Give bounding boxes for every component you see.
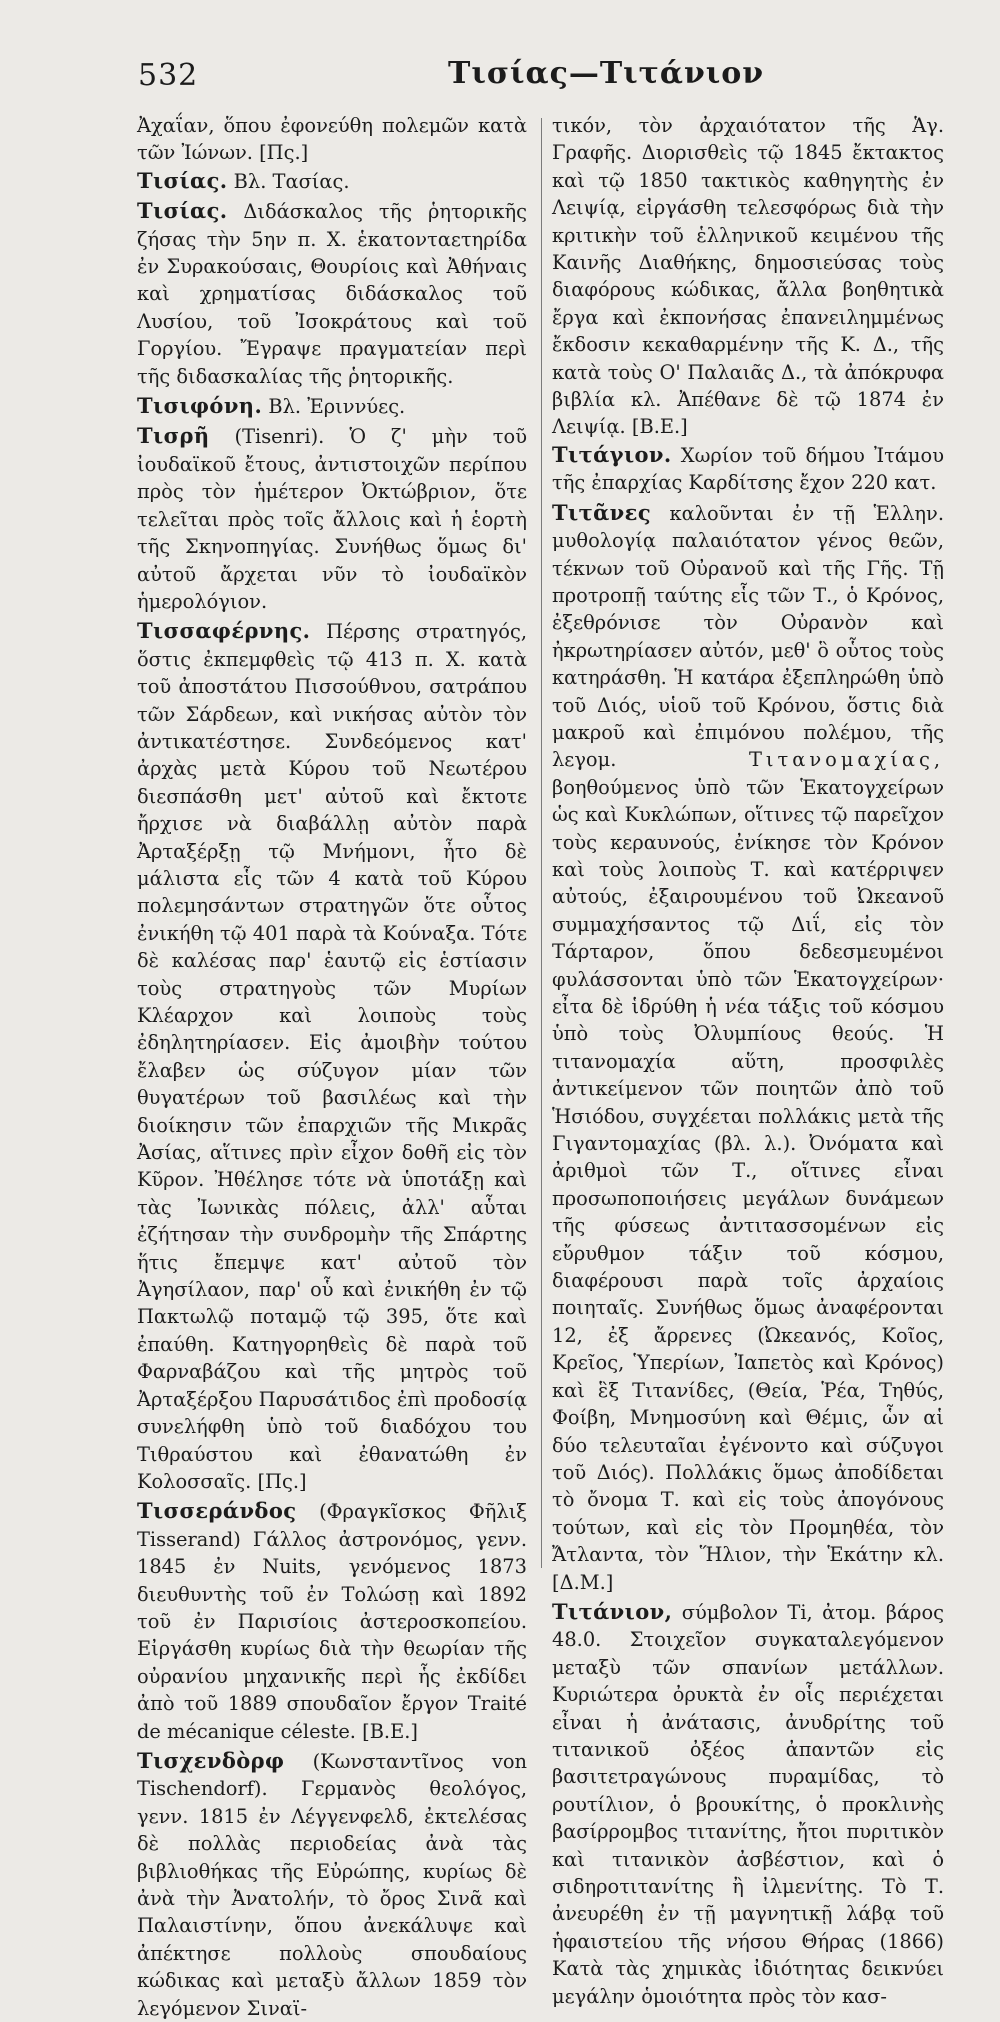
entry-tisiphone (137, 392, 527, 420)
continuation-text: τικόν, τὸν ἀρχαιότατον τῆς Ἁγ. Γραφῆς. Διορισθεὶς τῷ 1845 ἔκτακτος καὶ τῷ 1850 τακτικὸς καθηγητὴς ἐν Λειψίᾳ, εἰργάσθη τελεσφόρως διὰ τὴν κριτικὴν τοῦ ἑλληνικοῦ κειμένου τῆς Καινῆς Διαθήκης, δημοσιεύσας τοὺς διαφόρους κώδικας, ἄλλα βοηθητικὰ ἔργα καὶ ἐκπονήσας ἐπανειλημμένως ἔκδοσιν κεκαθαρμένην τῆς Κ. Δ., τῆς κατὰ τοὺς Ο' Παλαιᾶς Δ., τὰ ἀπόκρυφα βιβλία κλ. Ἀπέθανε δὲ τῷ 1874 ἐν Λειψίᾳ. [Β.Ε.] (552, 114, 944, 439)
column-divider (541, 118, 542, 1568)
right-column (552, 112, 944, 2010)
entry-text: Βλ. Ἐριννύες. (268, 395, 406, 419)
entry-tisri (137, 422, 527, 615)
entry-text: σύμβολον Ti, ἀτομ. βάρος 48.0. Στοιχεῖον συγκαταλεγόμενον μεταξὺ τῶν σπανίων μετάλλων. Κυριώτερα ὀρυκτὰ ἐν οἷς περιέχεται εἶναι ἡ ἀνάτασις, ἀνυδρίτης τοῦ τιτανικοῦ ὀξέος ἀπαντῶν εἰς βασιτετραγώνους πυραμίδας, τὸ ρουτίλιον, ὁ βρουκίτης, ὁ προκλινὴς βασίρρομβος τιτανίτης, ἤτοι πυριτικὸν καὶ τιτανικὸν ἀσβέστιον, καὶ ὁ σιδηροτιτανίτης ἢ ἰλμενίτης. Τὸ Τ. ἀνευρέθη ἐν τῇ μαγνητικῇ λάβᾳ τοῦ ἡφαιστείου τῆς νήσου Θήρας (1866) Κατὰ τὰς χημικὰς ἰδιότητας δεικνύει μεγάλην ὁμοιότητα πρὸς τὸν κασ- (552, 1600, 944, 2008)
left-column (137, 112, 527, 2022)
entry-text: Πέρσης στρατηγός, ὅστις ἐκπεμφθεὶς τῷ 413 π. Χ. κατὰ τοῦ ἀποστάτου Πισσούθνου, σατράπου τῶν Σάρδεων, καὶ νικήσας αὐτὸν τὸν ἀντικατέστησε. Συνδεόμενος κατ' ἀρχὰς μετὰ Κύρου τοῦ Νεωτέρου διεσπάσθη μετ' αὐτοῦ καὶ ἔκτοτε ἤρχισε νὰ διαβάλλῃ αὐτὸν παρὰ Ἀρταξέρξῃ τῷ Μνήμονι, ἦτο δὲ μάλιστα εἷς τῶν 4 κατὰ τοῦ Κύρου πολεμησάντων στρατηγῶν ὅτε οὗτος ἐνικήθη τῷ 401 παρὰ τὰ Κούναξα. Τότε δὲ καλέσας παρ' ἑαυτῷ εἰς ἑστίασιν τοὺς στρατηγοὺς τῶν Μυρίων Κλέαρχον καὶ λοιποὺς τοὺς ἐδηλητηρίασεν. Εἰς ἀμοιβὴν τούτου ἔλαβεν ὡς σύζυγον μίαν τῶν θυγατέρων τοῦ βασιλέως καὶ τὴν διοίκησιν τῶν ἐπαρχιῶν τῆς Μικρᾶς Ἀσίας, αἵτινες πρὶν εἶχον δοθῆ εἰς τὸν Κῦρον. Ἠθέλησε τότε νὰ ὑποτάξῃ καὶ τὰς Ἰωνικὰς πόλεις, ἀλλ' αὗται ἐζήτησαν τὴν συνδρομὴν τῆς Σπάρτης ἥτις ἔπεμψε κατ' αὐτοῦ τὸν Ἀγησίλαον, παρ' οὗ καὶ ἐνικήθη ἐν τῷ Πακτωλῷ ποταμῷ τῷ 395, ὅτε καὶ ἐπαύθη. Κατηγορηθεὶς δὲ παρὰ τοῦ Φαρναβάζου καὶ τῆς μητρὸς τοῦ Ἀρταξέρξου Παρυσάτιδος ἐπὶ προδοσίᾳ συνελήφθη ὑπὸ τοῦ διαδόχου του Τιθραύστου καὶ ἐθανατώθη ἐν Κολοσσαῖς. [Πς.] (137, 620, 527, 1493)
entry-lemma: Τισίας. (137, 198, 228, 224)
entry-text: (Φραγκῖσκος Φῆλιξ Tisserand) Γάλλος ἀστρονόμος, γενν. 1845 ἐν Nuits, γενόμενος 1873 διευθυντὴς τοῦ ἐν Τολώσῃ καὶ 1892 τοῦ ἐν Παρισίοις ἀστεροσκοπείου. Εἰργάσθη κυρίως διὰ τὴν θεωρίαν τῆς οὐρανίου μηχανικῆς περὶ ἧς ἐκδίδει ἀπὸ τοῦ 1889 σπουδαῖον ἔργον Traité de mécanique céleste. [Β.Ε.] (137, 1500, 527, 1743)
entry-text: Χωρίον τοῦ δήμου Ἰτάμου τῆς ἐπαρχίας Καρδίτσης ἔχον 220 κατ. (552, 443, 944, 495)
entry-tisserand (137, 1497, 527, 1745)
entry-text: (Tisenri). Ὁ ζ' μὴν τοῦ ἰουδαϊκοῦ ἔτους, ἀντιστοιχῶν περίπου πρὸς τὸν ἡμέτερον Ὀκτώβριον, ὅτε τελεῖται πρὸς τοῖς ἄλλοις καὶ ἡ ἑορτὴ τῆς Σκηνοπηγίας. Συνήθως ὅμως δι' αὐτοῦ ἄρχεται νῦν τὸ ἰουδαϊκὸν ἡμερολόγιον. (137, 425, 527, 613)
entry-titanium (552, 1598, 944, 2010)
entry-lemma: Τισσεράνδος (137, 1498, 297, 1524)
entry-text: Βλ. Τασίας. (233, 169, 350, 193)
entry-lemma: Τισίας. (137, 167, 228, 193)
entry-titans (552, 499, 944, 1596)
running-head: Τισίας—Τιτάνιον (448, 56, 765, 91)
entry-lemma: Τισχενδὸρφ (137, 1747, 285, 1773)
entry-tischendorf (137, 1747, 527, 2022)
entry-spaced-term: Τιτανομαχίας, (749, 748, 944, 772)
entry-lemma: Τισσαφέρνης. (137, 618, 311, 644)
entry-lemma: Τιτάνιον, (552, 1598, 673, 1624)
entry-text: καλοῦνται ἐν τῇ Ἑλλην. μυθολογίᾳ παλαιότατον γένος θεῶν, τέκνων τοῦ Οὐρανοῦ καὶ τῆς Γῆς. Τῇ προτροπῇ ταύτης εἷς τῶν Τ., ὁ Κρόνος, ἐξεθρόνισε τὸν Οὐρανὸν καὶ ἠκρωτηρίασεν αὐτόν, μεθ' ὃ οὗτος τοὺς κατηράσθη. Ἡ κατάρα ἐξεπληρώθη ὑπὸ τοῦ Διός, υἱοῦ τοῦ Κρόνου, ὅστις διὰ μακροῦ καὶ ἐπιμόνου πολέμου, τῆς λεγομ. (552, 501, 944, 772)
entry-tissaphernes (137, 617, 527, 1495)
entry-lemma: Τισρῆ (137, 423, 210, 449)
continuation-text: Ἀχαΐαν, ὅπου ἐφονεύθη πολεμῶν κατὰ τῶν Ἰώνων. [Πς.] (137, 114, 527, 165)
entry-lemma: Τιτάγιον. (552, 441, 672, 467)
entry-text: Διδάσκαλος τῆς ῥητορικῆς ζήσας τὴν 5ην π. Χ. ἑκατονταετηρίδα ἐν Συρακούσαις, Θουρίοις καὶ Ἀθήναις καὶ χρηματίσας διδάσκαλος τοῦ Λυσίου, τοῦ Ἰσοκράτους καὶ τοῦ Γοργίου. Ἔγραψε πραγματείαν περὶ τῆς διδασκαλίας τῆς ῥητορικῆς. (137, 200, 527, 388)
page-number: 532 (138, 58, 199, 93)
entry-lemma: Τιτᾶνες (552, 499, 652, 525)
entry-tisias-ref (137, 167, 527, 195)
entry-text-continued: βοηθούμενος ὑπὸ τῶν Ἑκατογχείρων ὡς καὶ Κυκλώπων, οἵτινες τῷ παρεῖχον τοὺς κεραυνούς, ἐνίκησε τὸν Κρόνον καὶ τοὺς λοιποὺς Τ. καὶ κατέρριψεν αὐτούς, ἐξαιρουμένου τοῦ Ὠκεανοῦ συμμαχήσαντος τῷ Διΐ, εἰς τὸν Τάρταρον, ὅπου δεδεσμευμένοι φυλάσσονται ὑπὸ τῶν Ἑκατογχείρων· εἶτα δὲ ἱδρύθη ἡ νέα τάξις τοῦ κόσμου ὑπὸ τοὺς Ὀλυμπίους θεούς. Ἡ τιτανομαχία αὕτη, προσφιλὲς ἀντικείμενον τῶν ποιητῶν ἀπὸ τοῦ Ἡσιόδου, συγχέεται πολλάκις μετὰ τῆς Γιγαντομαχίας (βλ. λ.). Ὀνόματα καὶ ἀριθμοὶ τῶν Τ., οἵτινες εἶναι προσωποποιήσεις μεγάλων δυνάμεων τῆς φύσεως ἀντιτασσομένων εἰς εὔρυθμον τάξιν τοῦ κόσμου, διαφέρουσι παρὰ τοῖς ἀρχαίοις ποιηταῖς. Συνήθως ὅμως ἀναφέρονται 12, ἐξ ἄρρενες (Ὠκεανός, Κοῖος, Κρεῖος, Ὑπερίων, Ἰαπετὸς καὶ Κρόνος) καὶ ἓξ Τιτανίδες, (Θεία, Ῥέα, Τηθύς, Φοίβη, Μνημοσύνη καὶ Θέμις, ὧν αἱ δύο τελευταῖαι ἐγένοντο καὶ σύζυγοι τοῦ Διός). Πολλάκις ὅμως ἀποδίδεται τὸ ὄνομα Τ. καὶ εἰς τοὺς ἀπογόνους τούτων, καὶ εἰς τὸν Προμηθέα, τὸν Ἄτλαντα, τὸν Ἥλιον, τὴν Ἑκάτην κλ. [Δ.Μ.] (552, 775, 944, 1594)
entry-tisias (137, 197, 527, 390)
entry-titagion (552, 441, 944, 497)
entry-text: (Κωνσταντῖνος von Tischendorf). Γερμανὸς θεολόγος, γενν. 1815 ἐν Λέγγενφελδ, ἐκτελέσας δὲ πολλὰς περιοδείας ἀνὰ τὰς βιβλιοθήκας τῆς Εὐρώπης, κυρίως δὲ ἀνὰ τὴν Ἀνατολήν, τὸ ὄρος Σινᾶ καὶ Παλαιστίνην, ὅπου ἀνεκάλυψε καὶ ἀπέκτησε πολλοὺς σπουδαίους κώδικας καὶ μεταξὺ ἄλλων 1859 τὸν λεγόμενον Σιναϊ- (137, 1749, 527, 2020)
page-header (138, 52, 908, 102)
entry-lemma: Τισιφόνη. (137, 393, 263, 419)
